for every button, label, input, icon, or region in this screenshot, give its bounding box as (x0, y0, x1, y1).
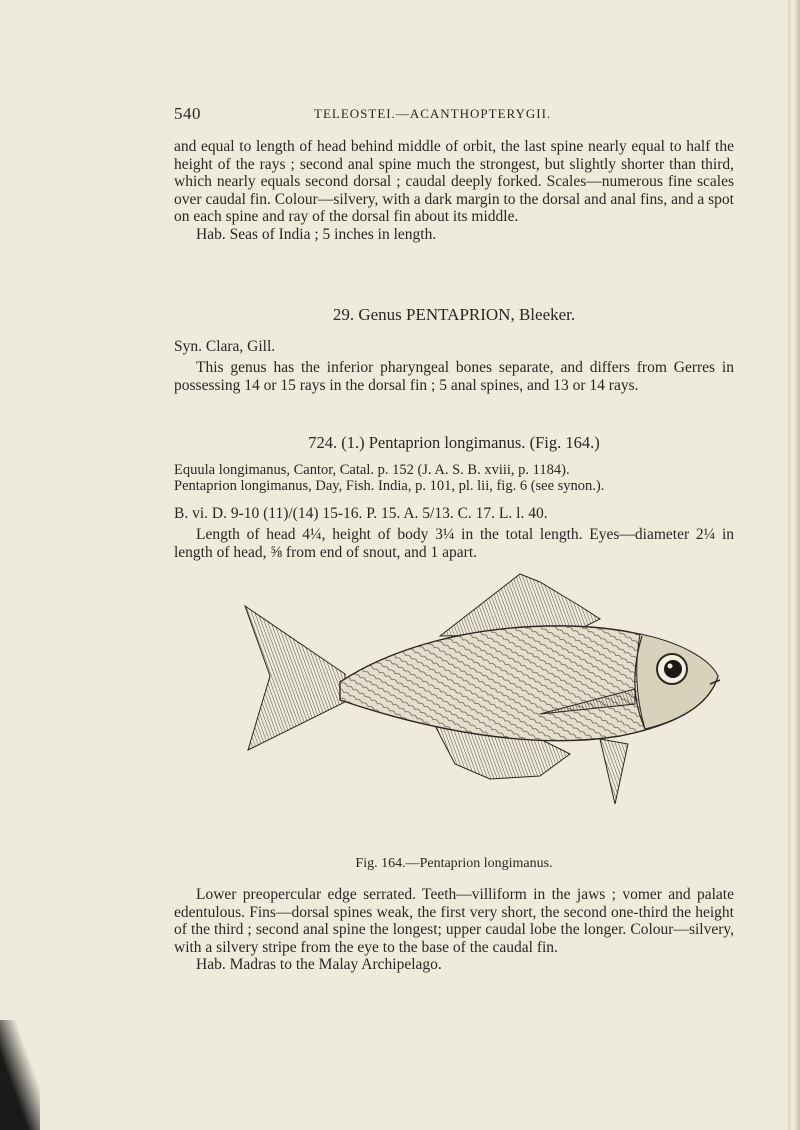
species-heading: 724. (1.) Pentaprion longimanus. (Fig. 164.) (308, 433, 600, 452)
page-edge (788, 0, 800, 1130)
description-2: Lower preopercular edge serrated. Teeth—villiform in the jaws ; vomer and palate edentulous. Fins—dorsal spines weak, the first very short, the second one-third the height of the third ; second anal spine the longest; upper caudal lobe the longer. Colour—silvery, with a silvery stripe from the eye to the base of the caudal fin. (174, 886, 734, 956)
description-habitat: Hab. Madras to the Malay Archipelago. (196, 956, 442, 973)
synonymy-line-1: Equula longimanus, Cantor, Catal. p. 152 (J. A. S. B. xviii, p. 1184). (174, 461, 570, 478)
fish-drawing (240, 564, 740, 844)
synonymy-line-2: Pentaprion longimanus, Day, Fish. India, p. 101, pl. lii, fig. 6 (see synon.). (174, 478, 605, 494)
page-number: 540 (174, 104, 201, 123)
genus-paragraph: This genus has the inferior pharyngeal bones separate, and differs from Gerres in possessing 14 or 15 rays in the dorsal fin ; 5 anal spines, and 13 or 14 rays. (174, 359, 734, 394)
figure-caption: Fig. 164.—Pentaprion longimanus. (355, 856, 553, 871)
species-block (174, 434, 734, 561)
fin-formula: B. vi. D. 9-10 (11)/(14) 15-16. P. 15. A. 5/13. C. 17. L. l. 40. (174, 504, 548, 522)
intro-paragraph: and equal to length of head behind middle of orbit, the last spine nearly equal to half the height of the rays ; second anal spine much the strongest, but slightly shorter than third, which nearly equals second dorsal ; caudal deeply forked. Scales—numerous fine scales over caudal fin. Colour—silvery, with a dark margin to the dorsal and anal fins, and a spot on each spine and ray of the dorsal fin about its middle. (174, 138, 734, 225)
intro-block (174, 138, 734, 243)
corner-shadow (0, 1020, 40, 1130)
intro-habitat: Hab. Seas of India ; 5 inches in length. (196, 225, 437, 243)
description-1: Length of head 4¼, height of body 3¼ in the total length. Eyes—diameter 2¼ in length of head, ⅝ from end of snout, and 1 apart. (174, 526, 734, 561)
fish-illustration (240, 564, 740, 844)
genus-heading: 29. Genus PENTAPRION, Bleeker. (332, 305, 576, 324)
genus-synonym: Syn. Clara, Gill. (174, 337, 276, 355)
description-block (174, 886, 734, 974)
genus-block (174, 306, 734, 394)
running-title: TELEOSTEI.—ACANTHOPTERYGII. (314, 106, 552, 121)
